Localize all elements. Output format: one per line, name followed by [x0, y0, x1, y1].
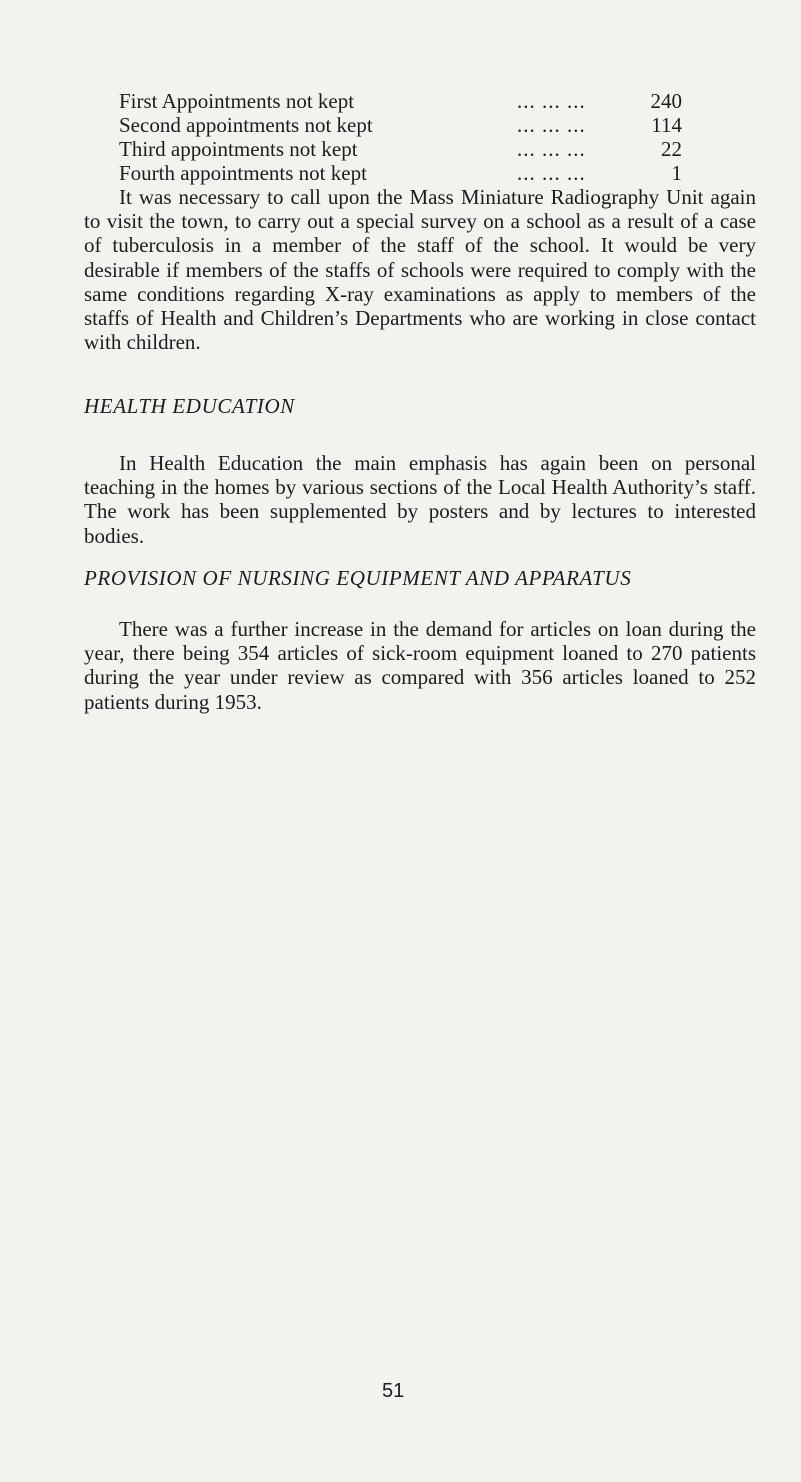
row-label: Second appointments not kept: [119, 113, 373, 137]
row-label: Fourth appointments not kept: [119, 161, 367, 185]
paragraph-health-education: In Health Education the main emphasis has again been on personal teaching in the homes by various sections of the Local Health Authority’s staff. The work has been supplemented by posters and by lectures to interested bodies.: [84, 451, 756, 548]
leader-dots: ... ... ...: [517, 113, 586, 137]
row-value: 22: [661, 137, 682, 161]
row-value: 114: [651, 113, 682, 137]
leader-dots: ... ... ...: [517, 137, 586, 161]
table-row: [119, 113, 682, 137]
appointments-table: [119, 89, 682, 185]
leader-dots: ... ... ...: [517, 89, 586, 113]
row-label: First Appointments not kept: [119, 89, 355, 113]
page-number: 51: [382, 1380, 405, 1402]
paragraph-xray-survey: It was necessary to call upon the Mass Miniature Radiography Unit again to visit the town, to carry out a special survey on a school as a result of a case of tuberculosis in a member of the staff of the school. It would be very desirable if members of the staffs of schools were required to comply with the same conditions regarding X-ray examinations as apply to members of the staffs of Health and Children’s Departments who are working in close contact with children.: [84, 185, 756, 355]
row-value: 1: [671, 161, 682, 185]
table-row: [119, 89, 682, 113]
table-row: [119, 137, 682, 161]
row-label: Third appointments not kept: [119, 137, 358, 161]
paragraph-nursing-equipment: There was a further increase in the demand for articles on loan during the year, there being 354 articles of sick-room equipment loaned to 270 patients during the year under review as compared with 356 articles loaned to 252 patients during 1953.: [84, 617, 756, 714]
heading-nursing-equipment: PROVISION OF NURSING EQUIPMENT AND APPARATUS: [84, 566, 632, 590]
leader-dots: ... ... ...: [517, 161, 586, 185]
heading-health-education: HEALTH EDUCATION: [84, 394, 295, 418]
table-row: [119, 161, 682, 185]
row-value: 240: [650, 89, 682, 113]
